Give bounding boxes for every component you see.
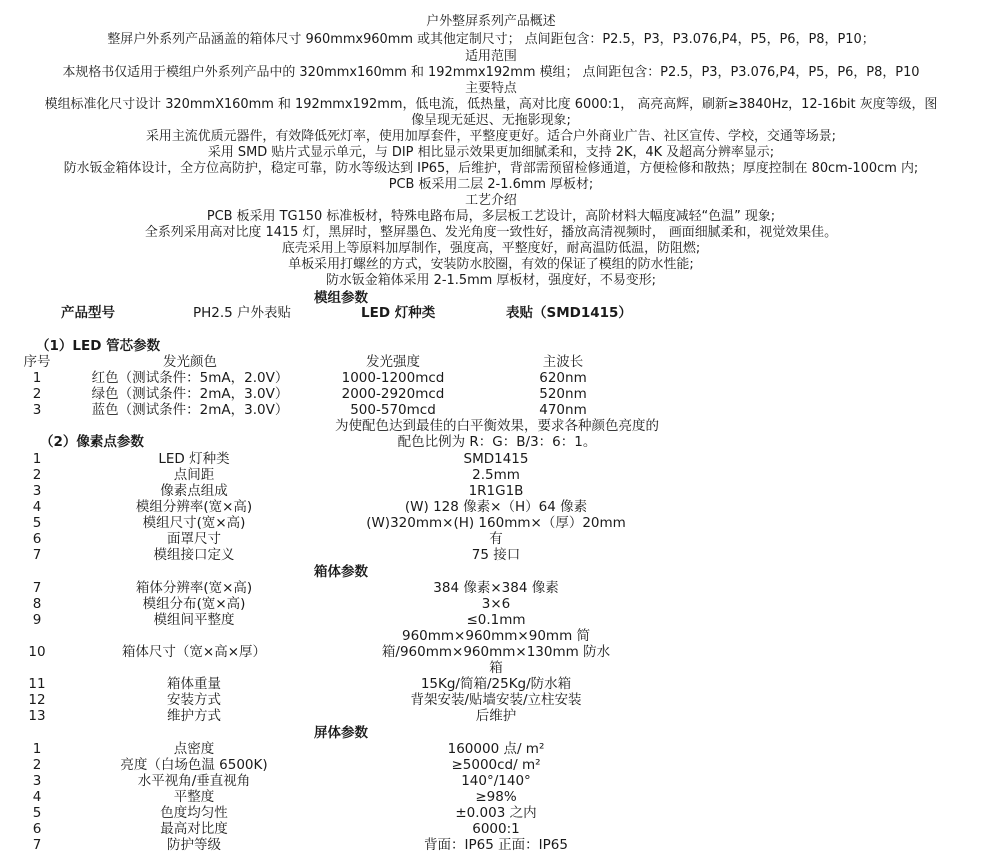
chip-row-intensity: 500-570mcd <box>350 402 436 418</box>
param-index: 5 <box>32 805 42 821</box>
param-value: 后维护 <box>475 708 517 724</box>
header-intensity: 发光强度 <box>366 354 420 370</box>
param-name: 箱体重量 <box>167 676 221 692</box>
param-value: 384 像素×384 像素 <box>433 580 559 596</box>
process-line: PCB 板采用 TG150 标准板材，特殊电路布局，多层板工艺设计，高阶材料大幅度减轻“色温” 现象; <box>206 209 776 224</box>
param-value: 15Kg/简箱/25Kg/防水箱 <box>420 676 572 692</box>
param-name: 平整度 <box>173 789 215 805</box>
param-value: 3×6 <box>481 596 511 612</box>
param-name: 水平视角/垂直视角 <box>137 773 251 789</box>
param-name: 模组接口定义 <box>153 547 235 563</box>
chip-row-color: 蓝色（测试条件：2mA，3.0V） <box>91 402 289 418</box>
param-index: 4 <box>32 789 42 805</box>
process-line: 单板采用打螺丝的方式，安装防水胶圈，有效的保证了模组的防水性能; <box>288 257 694 272</box>
param-value-line: 箱/960mm×960mm×130mm 防水 <box>381 644 611 660</box>
param-value: ±0.003 之内 <box>455 805 537 821</box>
param-value: (W) 128 像素×（H）64 像素 <box>404 499 588 515</box>
param-value-line: 箱 <box>489 660 503 676</box>
chip-row-index: 2 <box>32 386 42 402</box>
param-index: 1 <box>32 451 42 467</box>
chip-row-wavelength: 470nm <box>539 402 587 418</box>
header-color: 发光颜色 <box>163 354 217 370</box>
led-chip-title: （1）LED 管芯参数 <box>36 338 161 354</box>
param-name: 模组分辨率(宽×高) <box>135 499 253 515</box>
feature-line: 像呈现无延迟、无拖影现象; <box>411 113 571 128</box>
param-index: 5 <box>32 515 42 531</box>
param-name: 面罩尺寸 <box>167 531 221 547</box>
param-value: ≥98% <box>475 789 517 805</box>
scope-title: 适用范围 <box>465 49 517 64</box>
feature-line: 防水钣金箱体设计，全方位高防护，稳定可靠，防水等级达到 IP65，后维护，背部需预留检修通道，方便检修和散热；厚度控制在 80cm-100cm 内; <box>63 161 919 176</box>
param-name: 点密度 <box>173 741 215 757</box>
param-index: 13 <box>28 708 46 724</box>
param-index: 6 <box>32 531 42 547</box>
process-line: 底壳采用上等原料加厚制作，强度高，平整度好，耐高温防低温，防阻燃; <box>281 241 701 256</box>
process-line: 防水钣金箱体采用 2-1.5mm 厚板材，强度好，不易变形; <box>325 273 656 288</box>
param-value: 背架安装/贴墙安装/立柱安装 <box>410 692 582 708</box>
scope-text: 本规格书仅适用于模组户外系列产品中的 320mmx160mm 和 192mmx192mm 模组； 点间距包含：P2.5，P3，P3.076,P4，P5，P6，P8，P10 <box>62 65 920 80</box>
header-index: 序号 <box>23 354 51 370</box>
process-title: 工艺介绍 <box>465 193 517 208</box>
param-value: ≥5000cd/ m² <box>451 757 541 773</box>
chip-row-wavelength: 620nm <box>539 370 587 386</box>
param-index: 12 <box>28 692 46 708</box>
led-type-label: LED 灯种类 <box>361 305 436 321</box>
param-value: ≤0.1mm <box>466 612 526 628</box>
param-index: 7 <box>32 837 42 853</box>
param-index: 9 <box>32 612 42 628</box>
param-name: 亮度（白场色温 6500K) <box>120 757 268 773</box>
chip-row-index: 1 <box>32 370 42 386</box>
led-type-value: 表贴（SMD1415） <box>506 305 632 321</box>
param-value: (W)320mm×(H) 160mm×（厚）20mm <box>366 515 626 531</box>
param-name: LED 灯种类 <box>158 451 230 467</box>
param-name: 安装方式 <box>167 692 221 708</box>
chip-row-wavelength: 520nm <box>539 386 587 402</box>
param-index: 7 <box>32 580 42 596</box>
color-ratio-note: 为使配色达到最佳的白平衡效果，要求各种颜色亮度的 <box>335 418 659 434</box>
feature-line: PCB 板采用二层 2-1.6mm 厚板材; <box>388 177 594 192</box>
param-name: 像素点组成 <box>160 483 228 499</box>
features-title: 主要特点 <box>465 81 517 96</box>
param-value: 2.5mm <box>472 467 520 483</box>
param-index: 2 <box>32 467 42 483</box>
param-name: 点间距 <box>173 467 215 483</box>
param-index: 6 <box>32 821 42 837</box>
param-name: 模组尺寸(宽×高) <box>142 515 246 531</box>
param-value: 背面：IP65 正面：IP65 <box>424 837 568 853</box>
param-value: 有 <box>489 531 503 547</box>
param-value: SMD1415 <box>463 451 529 467</box>
process-line: 全系列采用高对比度 1415 灯，黑屏时，整屏墨色、发光角度一致性好，播放高清视频时， 画面细腻柔和，视觉效果佳。 <box>144 225 838 240</box>
param-index: 8 <box>32 596 42 612</box>
param-name: 维护方式 <box>167 708 221 724</box>
feature-line: 采用 SMD 贴片式显示单元，与 DIP 相比显示效果更加细腻柔和，支持 2K，4K 及超高分辨率显示; <box>207 145 775 160</box>
chip-row-color: 红色（测试条件：5mA，2.0V） <box>91 370 289 386</box>
color-ratio-note: 配色比例为 R：G：B/3：6：1。 <box>397 434 597 450</box>
param-name: 箱体分辨率(宽×高) <box>135 580 253 596</box>
chip-row-index: 3 <box>32 402 42 418</box>
param-index: 1 <box>32 741 42 757</box>
pixel-params-title: （2）像素点参数 <box>40 434 144 450</box>
feature-line: 模组标准化尺寸设计 320mmX160mm 和 192mmx192mm，低电流，低热量，高对比度 6000:1， 高亮高辉，刷新≥3840Hz，12-16bit 灰度等级，图 <box>44 97 938 112</box>
product-model-value: PH2.5 户外表贴 <box>193 305 292 321</box>
feature-line: 采用主流优质元器件，有效降低死灯率，使用加厚套件，平整度更好。适合户外商业广告、社区宣传、学校，交通等场景; <box>145 129 837 144</box>
module-params-title: 模组参数 <box>314 290 368 306</box>
param-name: 模组分布(宽×高) <box>142 596 246 612</box>
chip-row-intensity: 2000-2920mcd <box>341 386 445 402</box>
param-value: 140°/140° <box>461 773 531 789</box>
overview-title: 户外整屏系列产品概述 <box>426 14 556 29</box>
param-index: 2 <box>32 757 42 773</box>
param-name: 箱体尺寸（宽×高×厚） <box>121 644 267 660</box>
header-wavelength: 主波长 <box>542 354 584 370</box>
param-name: 模组间平整度 <box>153 612 235 628</box>
param-index: 3 <box>32 773 42 789</box>
param-value: 160000 点/ m² <box>447 741 545 757</box>
product-model-label: 产品型号 <box>61 305 115 321</box>
param-name: 最高对比度 <box>160 821 228 837</box>
overview-text: 整屏户外系列产品涵盖的箱体尺寸 960mmx960mm 或其他定制尺寸； 点间距包含：P2.5，P3，P3.076,P4，P5，P6，P8，P10； <box>107 32 875 47</box>
param-value-line: 960mm×960mm×90mm 简 <box>401 628 591 644</box>
param-name: 防护等级 <box>167 837 221 853</box>
chip-row-color: 绿色（测试条件：2mA，3.0V） <box>91 386 289 402</box>
param-value: 75 接口 <box>471 547 521 563</box>
chip-row-intensity: 1000-1200mcd <box>341 370 445 386</box>
param-index: 11 <box>28 676 46 692</box>
param-index: 3 <box>32 483 42 499</box>
screen-params-title: 屏体参数 <box>314 725 368 741</box>
param-index: 4 <box>32 499 42 515</box>
cabinet-params-title: 箱体参数 <box>314 564 368 580</box>
param-name: 色度均匀性 <box>160 805 228 821</box>
param-index: 10 <box>28 644 46 660</box>
param-value: 1R1G1B <box>468 483 524 499</box>
param-index: 7 <box>32 547 42 563</box>
param-value: 6000:1 <box>472 821 520 837</box>
